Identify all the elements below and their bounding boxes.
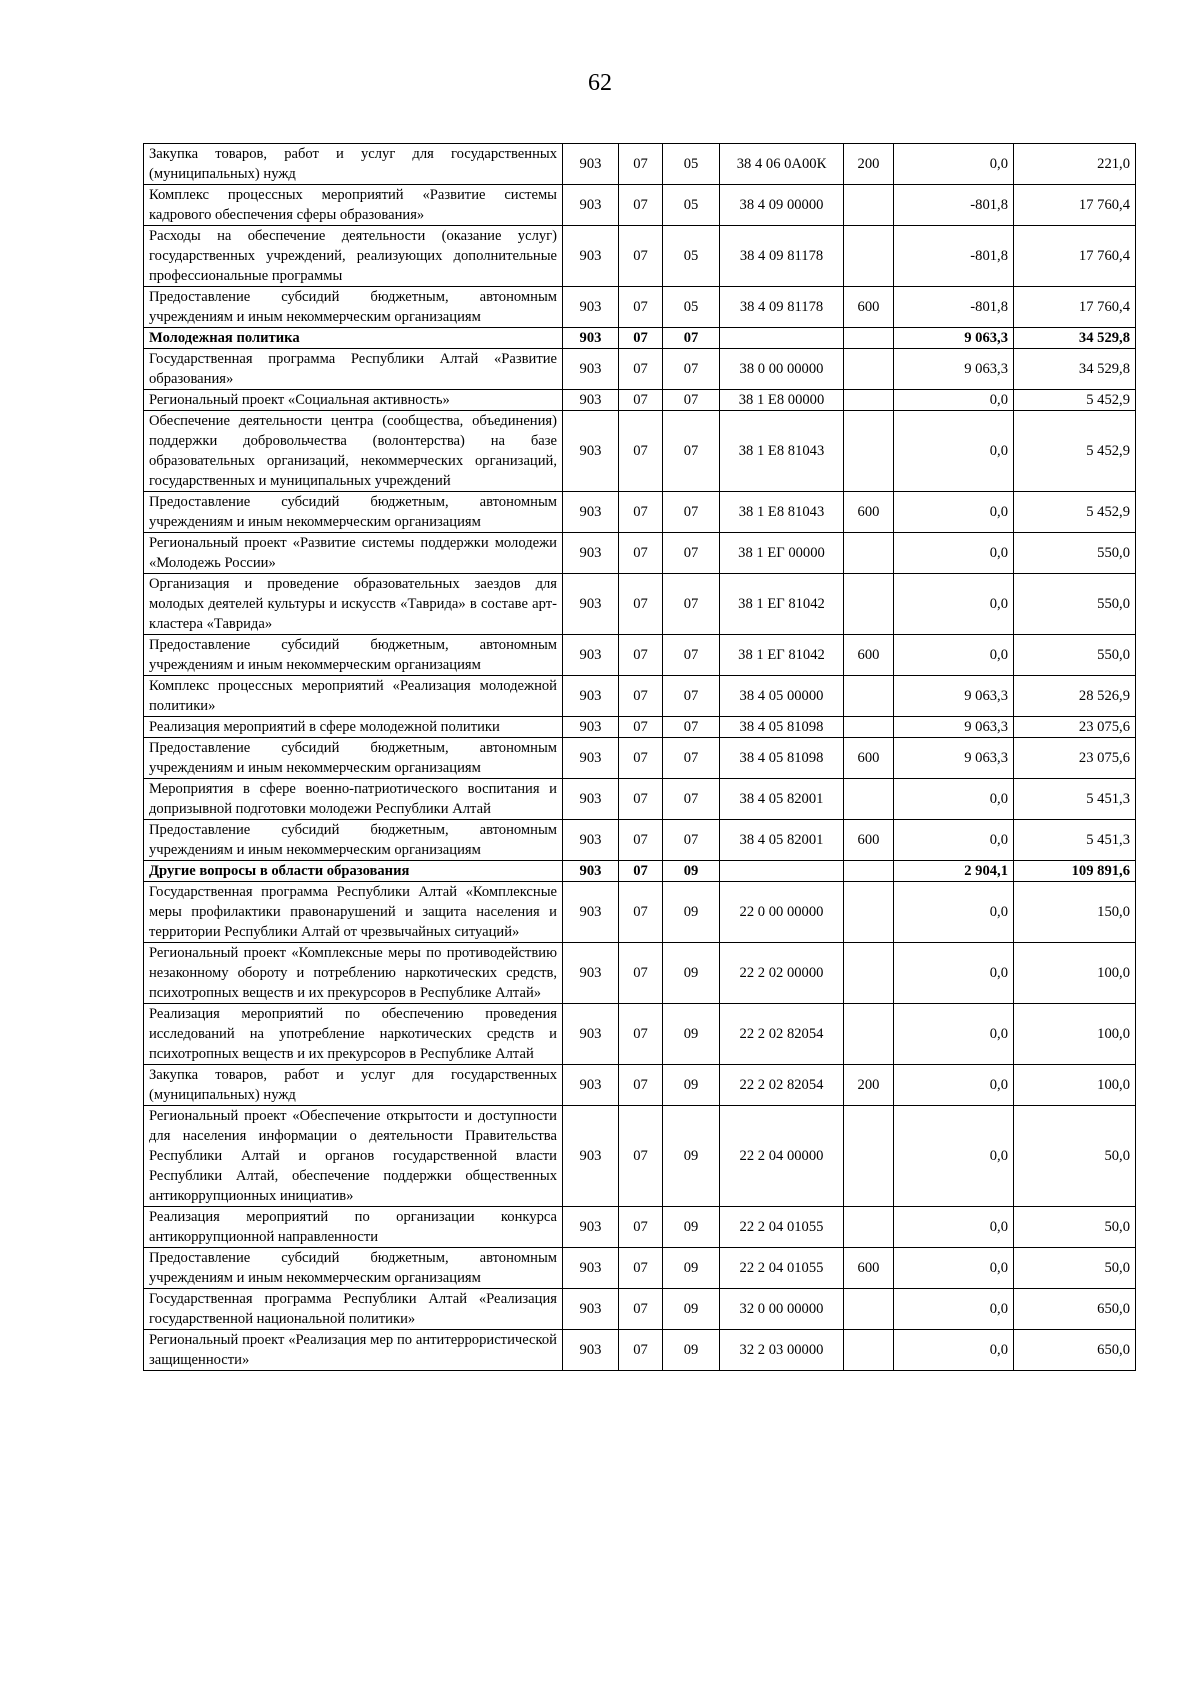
row-name: Закупка товаров, работ и услуг для государственных (муниципальных) нужд xyxy=(144,144,563,185)
target-article: 38 4 05 82001 xyxy=(720,820,844,861)
table-row xyxy=(144,574,1136,635)
subsection-code: 09 xyxy=(663,861,720,882)
section-code: 07 xyxy=(619,1289,663,1330)
table-row xyxy=(144,1065,1136,1106)
amount-change: 0,0 xyxy=(894,1330,1014,1371)
ministry-code: 903 xyxy=(563,349,619,390)
section-code: 07 xyxy=(619,287,663,328)
section-code: 07 xyxy=(619,943,663,1004)
expense-type: 600 xyxy=(844,635,894,676)
expense-type xyxy=(844,1106,894,1207)
target-article: 22 2 04 01055 xyxy=(720,1248,844,1289)
section-code: 07 xyxy=(619,1065,663,1106)
target-article: 38 4 05 81098 xyxy=(720,717,844,738)
section-code: 07 xyxy=(619,533,663,574)
row-name: Предоставление субсидий бюджетным, автономным учреждениям и иным некоммерческим организациям xyxy=(144,492,563,533)
table-row xyxy=(144,676,1136,717)
target-article: 38 4 09 81178 xyxy=(720,287,844,328)
table-row xyxy=(144,1004,1136,1065)
ministry-code: 903 xyxy=(563,635,619,676)
ministry-code: 903 xyxy=(563,738,619,779)
section-code: 07 xyxy=(619,717,663,738)
table-row xyxy=(144,943,1136,1004)
ministry-code: 903 xyxy=(563,1065,619,1106)
amount-change: -801,8 xyxy=(894,185,1014,226)
expense-type: 600 xyxy=(844,738,894,779)
amount-total: 650,0 xyxy=(1014,1289,1136,1330)
amount-change: 0,0 xyxy=(894,533,1014,574)
subsection-code: 09 xyxy=(663,1248,720,1289)
amount-total: 23 075,6 xyxy=(1014,738,1136,779)
target-article: 38 4 06 0А00К xyxy=(720,144,844,185)
row-name: Другие вопросы в области образования xyxy=(144,861,563,882)
target-article: 22 2 02 82054 xyxy=(720,1004,844,1065)
table-row xyxy=(144,1330,1136,1371)
subsection-code: 07 xyxy=(663,738,720,779)
amount-total: 50,0 xyxy=(1014,1248,1136,1289)
expense-type: 600 xyxy=(844,492,894,533)
row-name: Реализация мероприятий по организации конкурса антикоррупционной направленности xyxy=(144,1207,563,1248)
expense-type xyxy=(844,861,894,882)
amount-change: 0,0 xyxy=(894,390,1014,411)
budget-table xyxy=(143,143,1136,1371)
table-row xyxy=(144,1106,1136,1207)
row-name: Реализация мероприятий в сфере молодежной политики xyxy=(144,717,563,738)
ministry-code: 903 xyxy=(563,1004,619,1065)
target-article: 32 0 00 00000 xyxy=(720,1289,844,1330)
subsection-code: 09 xyxy=(663,1106,720,1207)
table-row xyxy=(144,635,1136,676)
section-code: 07 xyxy=(619,676,663,717)
expense-type: 600 xyxy=(844,1248,894,1289)
page-number: 62 xyxy=(588,70,612,96)
expense-type xyxy=(844,943,894,1004)
expense-type xyxy=(844,717,894,738)
section-code: 07 xyxy=(619,1004,663,1065)
ministry-code: 903 xyxy=(563,328,619,349)
row-name: Молодежная политика xyxy=(144,328,563,349)
amount-change: 2 904,1 xyxy=(894,861,1014,882)
subsection-code: 07 xyxy=(663,390,720,411)
row-name: Предоставление субсидий бюджетным, автономным учреждениям и иным некоммерческим организациям xyxy=(144,820,563,861)
ministry-code: 903 xyxy=(563,861,619,882)
amount-total: 550,0 xyxy=(1014,574,1136,635)
target-article: 22 2 04 01055 xyxy=(720,1207,844,1248)
amount-change: 0,0 xyxy=(894,635,1014,676)
target-article: 22 2 02 00000 xyxy=(720,943,844,1004)
subsection-code: 05 xyxy=(663,226,720,287)
row-name: Расходы на обеспечение деятельности (оказание услуг) государственных учреждений, реализующих дополнительные профессиональные программы xyxy=(144,226,563,287)
target-article xyxy=(720,328,844,349)
subsection-code: 05 xyxy=(663,185,720,226)
row-name: Региональный проект «Реализация мер по антитеррористической защищенности» xyxy=(144,1330,563,1371)
table-row xyxy=(144,1248,1136,1289)
ministry-code: 903 xyxy=(563,390,619,411)
ministry-code: 903 xyxy=(563,779,619,820)
table-row xyxy=(144,738,1136,779)
amount-change: 0,0 xyxy=(894,411,1014,492)
amount-change: 0,0 xyxy=(894,492,1014,533)
subsection-code: 07 xyxy=(663,717,720,738)
subsection-code: 07 xyxy=(663,779,720,820)
subsection-code: 07 xyxy=(663,574,720,635)
expense-type xyxy=(844,328,894,349)
amount-change: 0,0 xyxy=(894,943,1014,1004)
expense-type xyxy=(844,676,894,717)
table-row xyxy=(144,287,1136,328)
amount-change: 0,0 xyxy=(894,1065,1014,1106)
ministry-code: 903 xyxy=(563,676,619,717)
table-row xyxy=(144,882,1136,943)
target-article: 22 2 02 82054 xyxy=(720,1065,844,1106)
amount-total: 17 760,4 xyxy=(1014,287,1136,328)
row-name: Мероприятия в сфере военно-патриотического воспитания и допризывной подготовки молодежи Республики Алтай xyxy=(144,779,563,820)
ministry-code: 903 xyxy=(563,1289,619,1330)
expense-type xyxy=(844,185,894,226)
row-name: Региональный проект «Обеспечение открытости и доступности для населения информации о деятельности Правительства Республики Алтай и органов государственной власти Республики Алтай, обеспечение поддержки общественных антикоррупционных инициатив» xyxy=(144,1106,563,1207)
table-row xyxy=(144,861,1136,882)
table-row xyxy=(144,185,1136,226)
row-name: Региональный проект «Комплексные меры по противодействию незаконному обороту и потреблению наркотических средств, психотропных веществ и их прекурсоров в Республике Алтай» xyxy=(144,943,563,1004)
ministry-code: 903 xyxy=(563,717,619,738)
section-code: 07 xyxy=(619,492,663,533)
expense-type: 200 xyxy=(844,144,894,185)
amount-total: 550,0 xyxy=(1014,635,1136,676)
budget-table-body xyxy=(144,144,1136,1371)
row-name: Предоставление субсидий бюджетным, автономным учреждениям и иным некоммерческим организациям xyxy=(144,635,563,676)
row-name: Предоставление субсидий бюджетным, автономным учреждениям и иным некоммерческим организациям xyxy=(144,1248,563,1289)
subsection-code: 07 xyxy=(663,349,720,390)
table-row xyxy=(144,349,1136,390)
ministry-code: 903 xyxy=(563,1207,619,1248)
row-name: Государственная программа Республики Алтай «Развитие образования» xyxy=(144,349,563,390)
amount-total: 650,0 xyxy=(1014,1330,1136,1371)
amount-total: 34 529,8 xyxy=(1014,328,1136,349)
table-row xyxy=(144,533,1136,574)
section-code: 07 xyxy=(619,574,663,635)
table-row xyxy=(144,328,1136,349)
table-row xyxy=(144,390,1136,411)
amount-total: 100,0 xyxy=(1014,1065,1136,1106)
section-code: 07 xyxy=(619,882,663,943)
row-name: Государственная программа Республики Алтай «Комплексные меры профилактики правонарушений и защита населения и территории Республики Алтай от чрезвычайных ситуаций» xyxy=(144,882,563,943)
amount-total: 5 452,9 xyxy=(1014,492,1136,533)
ministry-code: 903 xyxy=(563,943,619,1004)
row-name: Организация и проведение образовательных заездов для молодых деятелей культуры и искусств «Таврида» в составе арт-кластера «Таврида» xyxy=(144,574,563,635)
expense-type xyxy=(844,1289,894,1330)
ministry-code: 903 xyxy=(563,144,619,185)
target-article xyxy=(720,861,844,882)
expense-type xyxy=(844,411,894,492)
expense-type: 600 xyxy=(844,820,894,861)
target-article: 38 1 Е8 81043 xyxy=(720,411,844,492)
row-name: Обеспечение деятельности центра (сообщества, объединения) поддержки добровольчества (волонтерства) на базе образовательных организаций, некоммерческих организаций, государственных и муниципальных учреждений xyxy=(144,411,563,492)
expense-type xyxy=(844,882,894,943)
amount-change: 0,0 xyxy=(894,574,1014,635)
table-row xyxy=(144,820,1136,861)
amount-change: 0,0 xyxy=(894,882,1014,943)
subsection-code: 09 xyxy=(663,1004,720,1065)
ministry-code: 903 xyxy=(563,226,619,287)
amount-total: 100,0 xyxy=(1014,943,1136,1004)
section-code: 07 xyxy=(619,328,663,349)
ministry-code: 903 xyxy=(563,820,619,861)
section-code: 07 xyxy=(619,349,663,390)
target-article: 38 1 Е8 00000 xyxy=(720,390,844,411)
expense-type xyxy=(844,1207,894,1248)
section-code: 07 xyxy=(619,226,663,287)
table-row xyxy=(144,226,1136,287)
row-name: Предоставление субсидий бюджетным, автономным учреждениям и иным некоммерческим организациям xyxy=(144,287,563,328)
ministry-code: 903 xyxy=(563,882,619,943)
ministry-code: 903 xyxy=(563,185,619,226)
amount-change: 0,0 xyxy=(894,1289,1014,1330)
amount-total: 23 075,6 xyxy=(1014,717,1136,738)
table-row xyxy=(144,492,1136,533)
expense-type: 200 xyxy=(844,1065,894,1106)
ministry-code: 903 xyxy=(563,1106,619,1207)
section-code: 07 xyxy=(619,1207,663,1248)
amount-total: 5 451,3 xyxy=(1014,779,1136,820)
amount-total: 100,0 xyxy=(1014,1004,1136,1065)
table-row xyxy=(144,1207,1136,1248)
subsection-code: 07 xyxy=(663,676,720,717)
amount-total: 221,0 xyxy=(1014,144,1136,185)
ministry-code: 903 xyxy=(563,1248,619,1289)
ministry-code: 903 xyxy=(563,574,619,635)
subsection-code: 09 xyxy=(663,943,720,1004)
amount-change: -801,8 xyxy=(894,287,1014,328)
subsection-code: 09 xyxy=(663,1207,720,1248)
amount-total: 17 760,4 xyxy=(1014,185,1136,226)
row-name: Предоставление субсидий бюджетным, автономным учреждениям и иным некоммерческим организациям xyxy=(144,738,563,779)
target-article: 38 4 09 81178 xyxy=(720,226,844,287)
amount-change: 0,0 xyxy=(894,1248,1014,1289)
expense-type xyxy=(844,390,894,411)
target-article: 38 4 09 00000 xyxy=(720,185,844,226)
amount-total: 5 451,3 xyxy=(1014,820,1136,861)
target-article: 38 1 ЕГ 81042 xyxy=(720,574,844,635)
subsection-code: 09 xyxy=(663,1065,720,1106)
amount-total: 5 452,9 xyxy=(1014,390,1136,411)
target-article: 38 1 ЕГ 81042 xyxy=(720,635,844,676)
amount-change: 0,0 xyxy=(894,144,1014,185)
expense-type: 600 xyxy=(844,287,894,328)
target-article: 38 1 Е8 81043 xyxy=(720,492,844,533)
target-article: 38 4 05 81098 xyxy=(720,738,844,779)
expense-type xyxy=(844,1330,894,1371)
row-name: Реализация мероприятий по обеспечению проведения исследований на употребление наркотических средств и психотропных веществ и их прекурсоров в Республике Алтай xyxy=(144,1004,563,1065)
amount-total: 50,0 xyxy=(1014,1207,1136,1248)
table-row xyxy=(144,144,1136,185)
target-article: 38 4 05 82001 xyxy=(720,779,844,820)
ministry-code: 903 xyxy=(563,411,619,492)
expense-type xyxy=(844,349,894,390)
subsection-code: 07 xyxy=(663,820,720,861)
subsection-code: 09 xyxy=(663,1330,720,1371)
section-code: 07 xyxy=(619,861,663,882)
table-row xyxy=(144,717,1136,738)
row-name: Закупка товаров, работ и услуг для государственных (муниципальных) нужд xyxy=(144,1065,563,1106)
target-article: 22 0 00 00000 xyxy=(720,882,844,943)
expense-type xyxy=(844,226,894,287)
subsection-code: 07 xyxy=(663,411,720,492)
subsection-code: 05 xyxy=(663,287,720,328)
subsection-code: 09 xyxy=(663,882,720,943)
section-code: 07 xyxy=(619,820,663,861)
amount-change: 0,0 xyxy=(894,1106,1014,1207)
subsection-code: 07 xyxy=(663,635,720,676)
row-name: Комплекс процессных мероприятий «Развитие системы кадрового обеспечения сферы образования» xyxy=(144,185,563,226)
row-name: Комплекс процессных мероприятий «Реализация молодежной политики» xyxy=(144,676,563,717)
target-article: 38 1 ЕГ 00000 xyxy=(720,533,844,574)
subsection-code: 07 xyxy=(663,533,720,574)
amount-change: 0,0 xyxy=(894,1004,1014,1065)
amount-change: 0,0 xyxy=(894,1207,1014,1248)
table-row xyxy=(144,779,1136,820)
amount-change: 9 063,3 xyxy=(894,717,1014,738)
amount-total: 5 452,9 xyxy=(1014,411,1136,492)
amount-change: 9 063,3 xyxy=(894,676,1014,717)
amount-total: 150,0 xyxy=(1014,882,1136,943)
section-code: 07 xyxy=(619,779,663,820)
amount-change: 9 063,3 xyxy=(894,738,1014,779)
table-row xyxy=(144,411,1136,492)
section-code: 07 xyxy=(619,1106,663,1207)
table-row xyxy=(144,1289,1136,1330)
amount-change: 9 063,3 xyxy=(894,349,1014,390)
subsection-code: 09 xyxy=(663,1289,720,1330)
amount-change: 0,0 xyxy=(894,779,1014,820)
expense-type xyxy=(844,533,894,574)
expense-type xyxy=(844,1004,894,1065)
expense-type xyxy=(844,574,894,635)
ministry-code: 903 xyxy=(563,1330,619,1371)
amount-total: 109 891,6 xyxy=(1014,861,1136,882)
expense-type xyxy=(844,779,894,820)
amount-change: -801,8 xyxy=(894,226,1014,287)
section-code: 07 xyxy=(619,635,663,676)
ministry-code: 903 xyxy=(563,533,619,574)
amount-total: 50,0 xyxy=(1014,1106,1136,1207)
amount-total: 34 529,8 xyxy=(1014,349,1136,390)
subsection-code: 07 xyxy=(663,328,720,349)
section-code: 07 xyxy=(619,1330,663,1371)
amount-change: 0,0 xyxy=(894,820,1014,861)
section-code: 07 xyxy=(619,1248,663,1289)
amount-total: 17 760,4 xyxy=(1014,226,1136,287)
row-name: Региональный проект «Социальная активность» xyxy=(144,390,563,411)
amount-total: 550,0 xyxy=(1014,533,1136,574)
ministry-code: 903 xyxy=(563,492,619,533)
section-code: 07 xyxy=(619,411,663,492)
section-code: 07 xyxy=(619,144,663,185)
target-article: 38 4 05 00000 xyxy=(720,676,844,717)
ministry-code: 903 xyxy=(563,287,619,328)
subsection-code: 05 xyxy=(663,144,720,185)
target-article: 32 2 03 00000 xyxy=(720,1330,844,1371)
section-code: 07 xyxy=(619,390,663,411)
amount-total: 28 526,9 xyxy=(1014,676,1136,717)
amount-change: 9 063,3 xyxy=(894,328,1014,349)
row-name: Государственная программа Республики Алтай «Реализация государственной национальной политики» xyxy=(144,1289,563,1330)
target-article: 38 0 00 00000 xyxy=(720,349,844,390)
subsection-code: 07 xyxy=(663,492,720,533)
target-article: 22 2 04 00000 xyxy=(720,1106,844,1207)
section-code: 07 xyxy=(619,738,663,779)
row-name: Региональный проект «Развитие системы поддержки молодежи «Молодежь России» xyxy=(144,533,563,574)
section-code: 07 xyxy=(619,185,663,226)
